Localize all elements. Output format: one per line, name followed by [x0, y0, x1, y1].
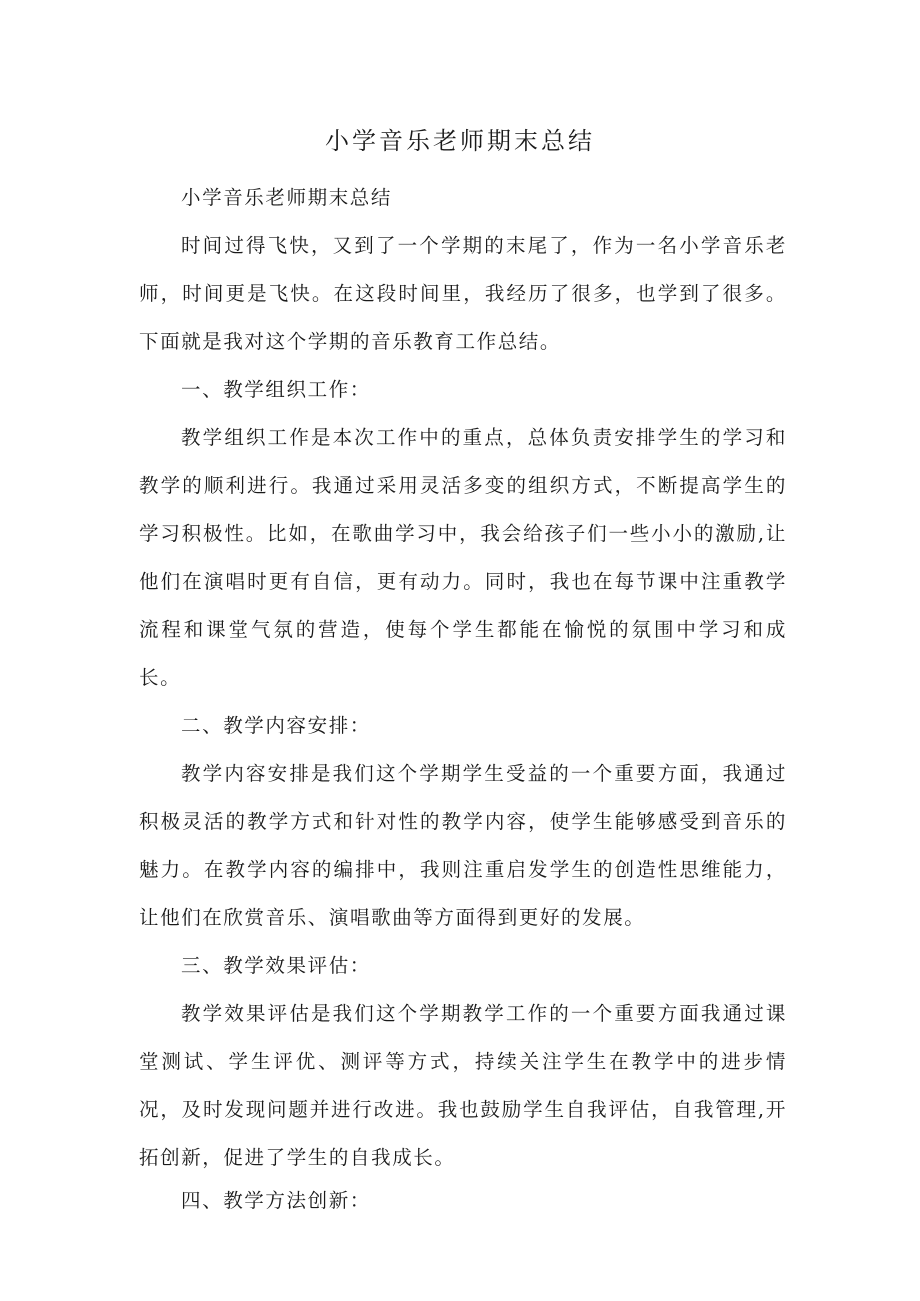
- section-body-3: 教学效果评估是我们这个学期教学工作的一个重要方面我通过课堂测试、学生评优、测评等方式，持续关注学生在教学中的进步情况，及时发现问题并进行改进。我也鼓励学生自我评估，自我管理,开拓创新，促进了学生的自我成长。: [139, 1002, 787, 1169]
- section-heading-2: 二、教学内容安排：: [181, 714, 371, 737]
- section-heading-4: 四、教学方法创新：: [181, 1189, 371, 1212]
- document-body: [139, 174, 787, 1220]
- section-heading-3: 三、教学效果评估：: [181, 954, 371, 977]
- document-subtitle: 小学音乐老师期末总结: [181, 186, 393, 209]
- intro-paragraph: 时间过得飞快，又到了一个学期的末尾了，作为一名小学音乐老师，时间更是飞快。在这段时间里，我经历了很多，也学到了很多。下面就是我对这个学期的音乐教育工作总结。: [139, 234, 787, 353]
- section-body-2: 教学内容安排是我们这个学期学生受益的一个重要方面，我通过积极灵活的教学方式和针对性的教学内容，使学生能够感受到音乐的魅力。在教学内容的编排中，我则注重启发学生的创造性思维能力，让他们在欣赏音乐、演唱歌曲等方面得到更好的发展。: [139, 762, 787, 929]
- section-body-1: 教学组织工作是本次工作中的重点，总体负责安排学生的学习和教学的顺利进行。我通过采用灵活多变的组织方式，不断提高学生的学习积极性。比如，在歌曲学习中，我会给孩子们一些小小的激励,让他们在演唱时更有自信，更有动力。同时，我也在每节课中注重教学流程和课堂气氛的营造，使每个学生都能在愉悦的氛围中学习和成长。: [139, 426, 787, 689]
- section-heading-1: 一、教学组织工作：: [181, 378, 371, 401]
- page-title: 小学音乐老师期末总结: [325, 127, 595, 155]
